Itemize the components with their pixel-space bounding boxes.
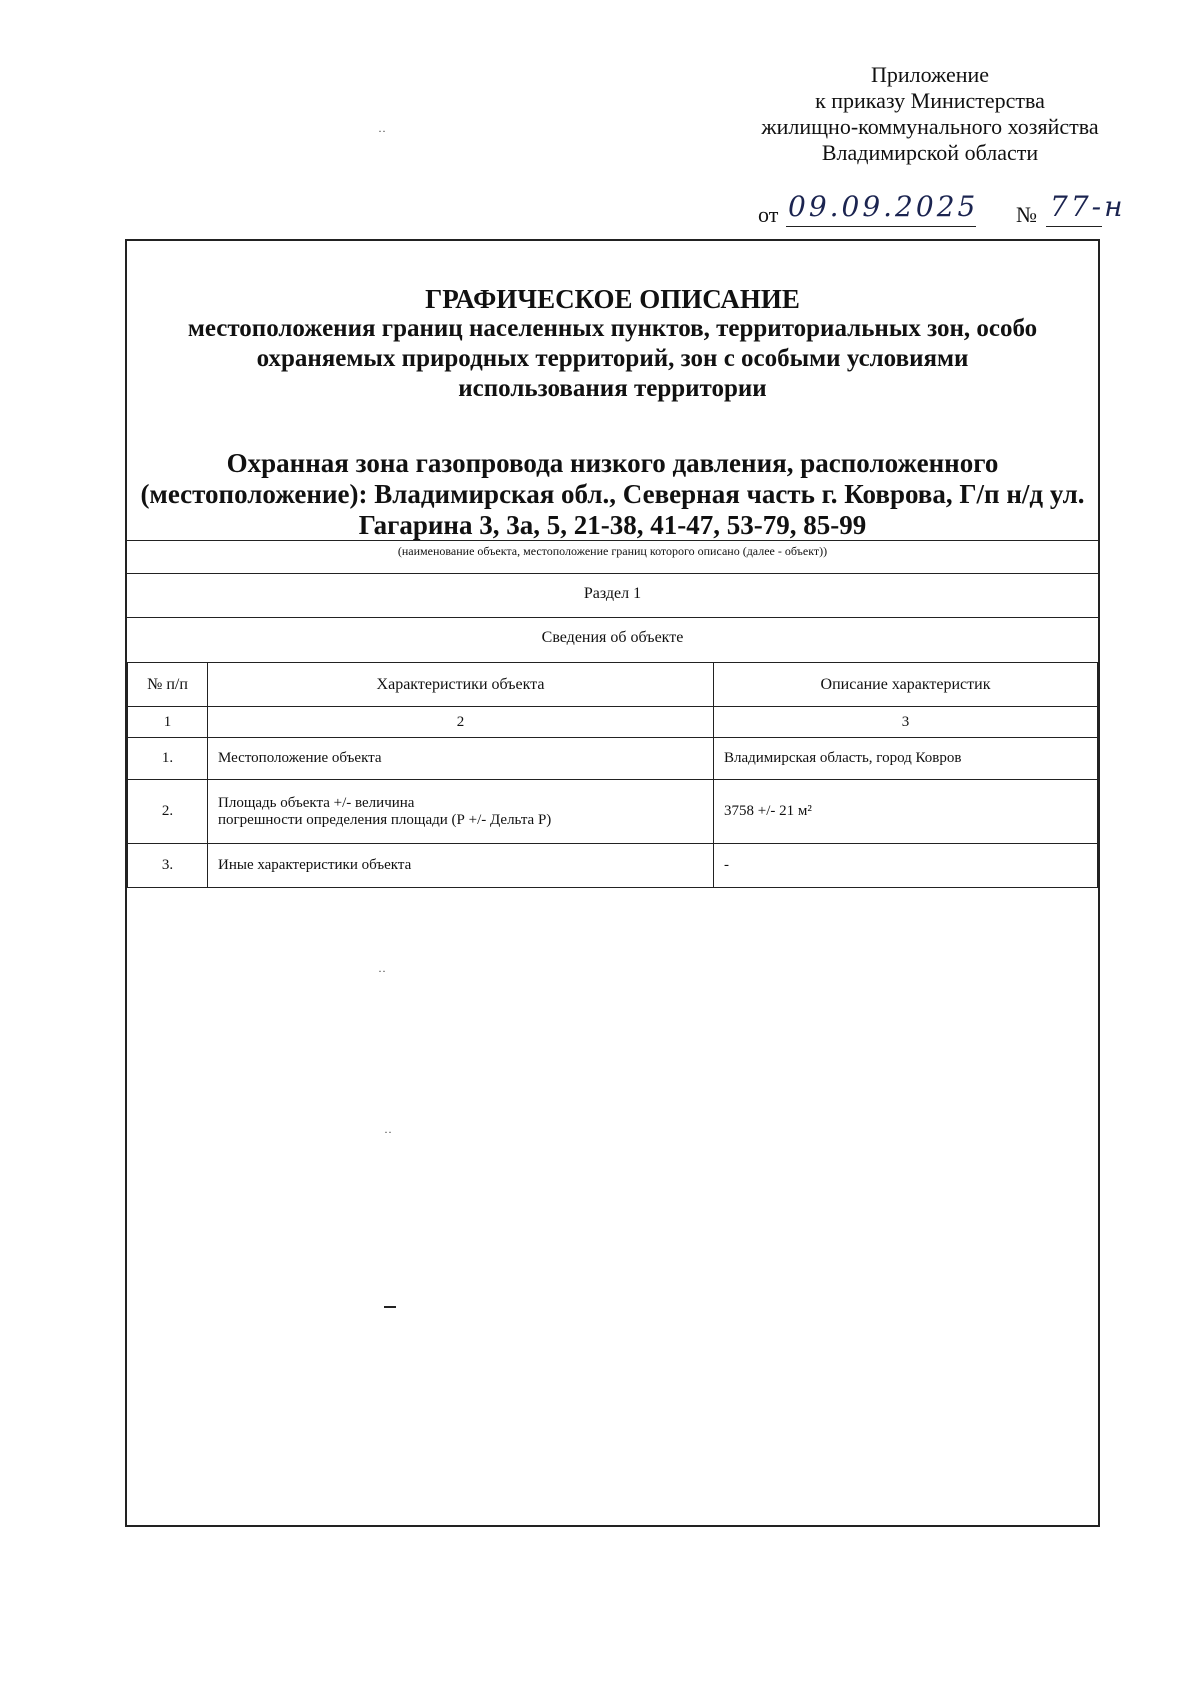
divider (127, 540, 1098, 541)
handwritten-date: 09.09.2025 (788, 190, 979, 223)
appendix-line-2: к приказу Министерства (815, 88, 1045, 113)
numbering-cell: 2 (208, 707, 714, 738)
table-numbering-row (128, 707, 1098, 738)
table-row (128, 738, 1098, 780)
object-name (125, 448, 1100, 541)
scan-speck: ·· (378, 124, 386, 138)
row-characteristic: Иные характеристики объекта (208, 844, 714, 888)
characteristic-line-1: Площадь объекта +/- величина (218, 794, 415, 811)
scan-speck: ·· (384, 1125, 392, 1139)
appendix-line-1: Приложение (870, 62, 990, 87)
document-subtitle (125, 314, 1100, 404)
subtitle-line-2: охраняемых природных территорий, зон с особыми условиями (256, 345, 969, 372)
header-description: Описание характеристик (714, 663, 1098, 707)
object-caption: (наименование объекта, местоположение границ которого описано (далее - объект)) (397, 544, 828, 558)
date-label: от (758, 202, 779, 227)
object-line-2: (местоположение): Владимирская обл., Северная часть г. Коврова, Г/п н/д ул. (140, 479, 1085, 509)
row-description: - (714, 844, 1098, 888)
numbering-cell: 1 (128, 707, 208, 738)
row-number: 2. (128, 780, 208, 844)
subtitle-line-3: использования территории (458, 375, 767, 402)
object-line-3: Гагарина 3, 3а, 5, 21-38, 41-47, 53-79, 85-99 (358, 510, 867, 540)
appendix-line-3: жилищно-коммунального хозяйства (761, 114, 1099, 139)
object-info-table (127, 662, 1098, 888)
date-underline (786, 226, 976, 227)
divider (127, 617, 1098, 618)
header-characteristic: Характеристики объекта (208, 663, 714, 707)
row-description: Владимирская область, город Ковров (714, 738, 1098, 780)
row-description: 3758 +/- 21 м² (714, 780, 1098, 844)
number-label: № (1016, 202, 1037, 227)
appendix-line-4: Владимирской области (821, 140, 1039, 165)
document-title: ГРАФИЧЕСКОЕ ОПИСАНИЕ (425, 284, 800, 314)
order-date-number (758, 190, 1178, 230)
characteristic-line-2: погрешности определения площади (Р +/- Дельта Р) (218, 811, 552, 828)
numbering-cell: 3 (714, 707, 1098, 738)
handwritten-number: 77-н (1050, 190, 1126, 223)
section-title: Сведения об объекте (541, 629, 684, 646)
row-number: 1. (128, 738, 208, 780)
object-line-1: Охранная зона газопровода низкого давления, расположенного (226, 448, 999, 478)
row-number: 3. (128, 844, 208, 888)
header-number: № п/п (128, 663, 208, 707)
row-characteristic: Местоположение объекта (208, 738, 714, 780)
table-row (128, 844, 1098, 888)
number-underline (1046, 226, 1102, 227)
row-characteristic (208, 780, 714, 844)
subtitle-line-1: местоположения границ населенных пунктов, территориальных зон, особо (187, 315, 1038, 342)
scan-speck: ·· (378, 964, 386, 978)
table-header-row (128, 663, 1098, 707)
table-row (128, 780, 1098, 844)
appendix-header (700, 62, 1160, 166)
section-label: Раздел 1 (583, 585, 642, 602)
divider (127, 573, 1098, 574)
scan-mark (384, 1306, 396, 1308)
